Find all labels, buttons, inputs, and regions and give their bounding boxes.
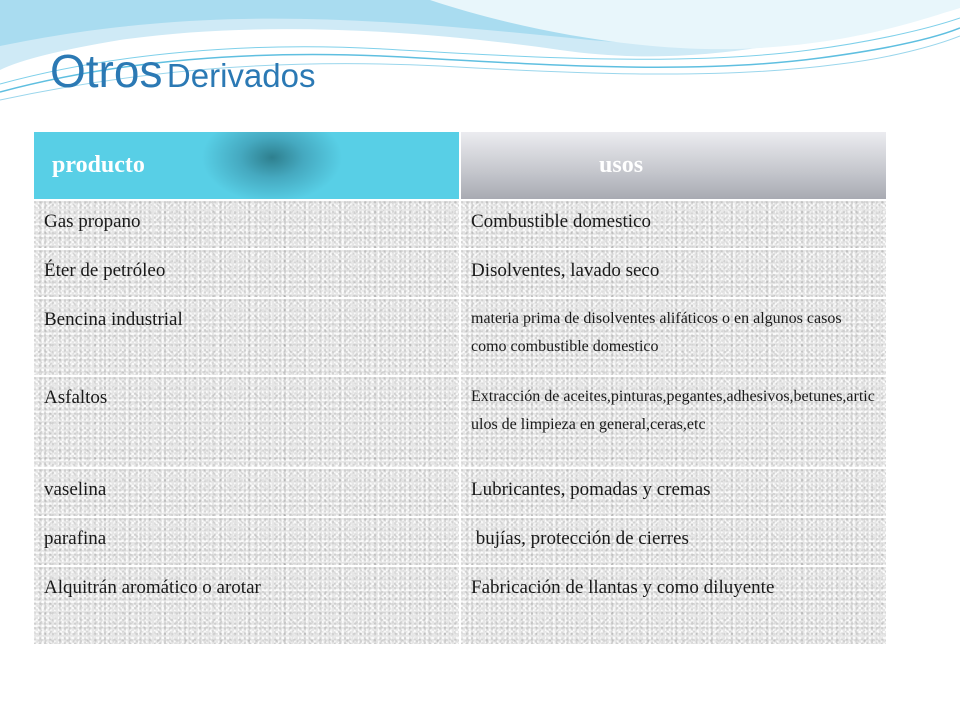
product-cell: Asfaltos	[34, 376, 460, 468]
column-header-producto: producto	[34, 132, 460, 200]
uses-cell: bujías, protección de cierres	[460, 517, 887, 566]
uses-cell: Disolventes, lavado seco	[460, 249, 887, 298]
slide-title-word-2: Derivados	[166, 57, 316, 94]
table-header-row	[34, 132, 887, 200]
table-row	[34, 376, 887, 468]
uses-cell: Combustible domestico	[460, 200, 887, 249]
product-cell: Gas propano	[34, 200, 460, 249]
table-row	[34, 517, 887, 566]
column-header-usos: usos	[460, 132, 887, 200]
table-row	[34, 249, 887, 298]
uses-cell: Extracción de aceites,pinturas,pegantes,adhesivos,betunes,articulos de limpieza en general,ceras,etc	[460, 376, 887, 468]
uses-cell: materia prima de disolventes alifáticos o en algunos casos como combustible domestico	[460, 298, 887, 376]
product-cell: Bencina industrial	[34, 298, 460, 376]
uses-cell: Lubricantes, pomadas y cremas	[460, 468, 887, 517]
derivatives-table	[34, 132, 888, 644]
product-cell: parafina	[34, 517, 460, 566]
table-row	[34, 200, 887, 249]
product-cell: Alquitrán aromático o arotar	[34, 566, 460, 644]
table-row	[34, 298, 887, 376]
uses-cell: Fabricación de llantas y como diluyente	[460, 566, 887, 644]
table-row	[34, 468, 887, 517]
slide-title	[50, 45, 316, 97]
product-cell: Éter de petróleo	[34, 249, 460, 298]
table-row	[34, 566, 887, 644]
slide-title-word-1: Otros	[50, 45, 163, 97]
product-cell: vaselina	[34, 468, 460, 517]
